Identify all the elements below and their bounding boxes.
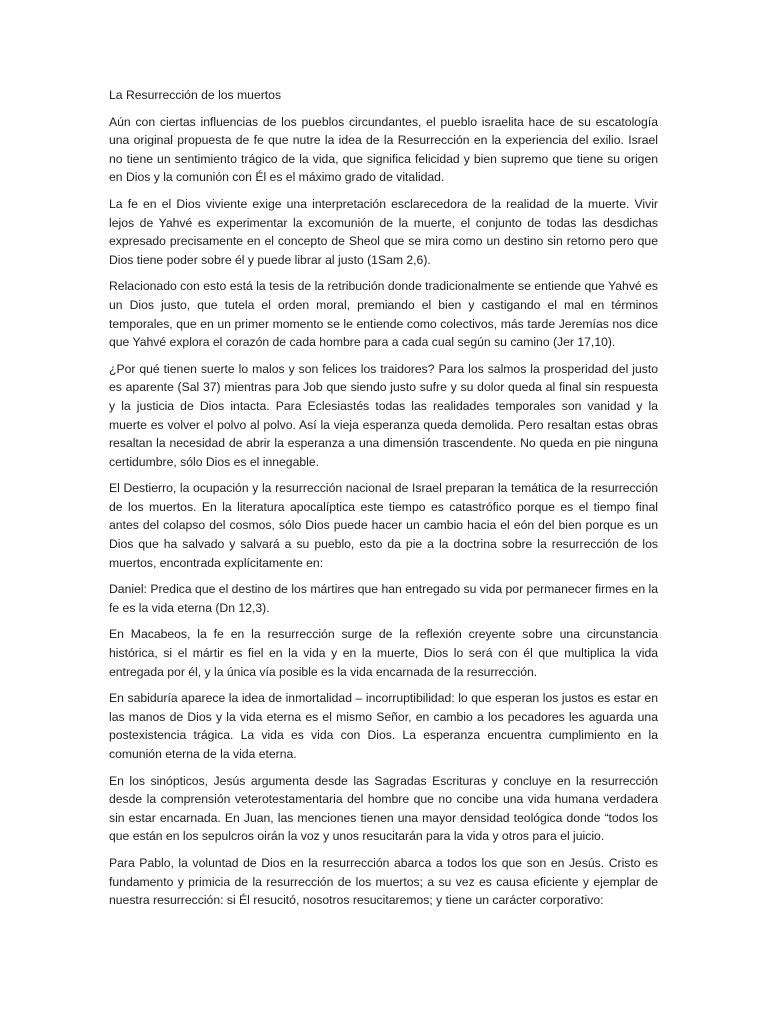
paragraph: Daniel: Predica que el destino de los mártires que han entregado su vida por permanecer firmes en la fe es la vida eterna (Dn 12,3). — [109, 582, 658, 615]
paragraph: ¿Por qué tienen suerte lo malos y son felices los traidores? Para los salmos la prosperidad del justo es aparente (Sal 37) mientras para Job que siendo justo sufre y su dolor queda al final sin respuesta y la justicia de Dios intacta. Para Eclesiastés todas las realidades temporales son vanidad y la muerte es volver el polvo al polvo. Así la vieja esperanza queda demolida. Pero resaltan estas obras resaltan la necesidad de abrir la esperanza a una dimensión trascendente. No queda en pie ninguna certidumbre, sólo Dios es el innegable. — [109, 361, 658, 469]
paragraph: La fe en el Dios viviente exige una interpretación esclarecedora de la realidad de la muerte. Vivir lejos de Yahvé es experimentar la excomunión de la muerte, el conjunto de todas las desdichas expresado precisamente en el concepto de Sheol que se mira como un destino sin retorno pero que Dios tiene poder sobre él y puede librar al justo (1Sam 2,6). — [109, 196, 658, 267]
paragraph: Para Pablo, la voluntad de Dios en la resurrección abarca a todos los que son en Jesús. Cristo es fundamento y primicia de la resurrección de los muertos; a su vez es causa eficiente y ejemplar de nuestra resurrección: si Él resucitó, nosotros resucitaremos; y tiene un carácter corporativo: — [109, 855, 658, 908]
paragraph: Relacionado con esto está la tesis de la retribución donde tradicionalmente se entiende que Yahvé es un Dios justo, que tutela el orden moral, premiando el bien y castigando el mal en términos temporales, que en un primer momento se le entiende como colectivos, más tarde Jeremías nos dice que Yahvé explora el corazón de cada hombre para a cada cual según su camino (Jer 17,10). — [109, 279, 658, 350]
paragraph: Aún con ciertas influencias de los pueblos circundantes, el pueblo israelita hace de su escatología una original propuesta de fe que nutre la idea de la Resurrección en la experiencia del exilio. Israel no tiene un sentimiento trágico de la vida, que significa felicidad y bien supremo que tiene su origen en Dios y la comunión con Él es el máximo grado de vitalidad. — [109, 114, 658, 185]
document-title: La Resurrección de los muertos — [109, 88, 282, 102]
paragraph: El Destierro, la ocupación y la resurrección nacional de Israel preparan la temática de la resurrección de los muertos. En la literatura apocalíptica este tiempo es catastrófico porque es el tiempo final antes del colapso del cosmos, sólo Dios puede hacer un cambio hacia el eón del bien porque es un Dios que ha salvado y salvará a su pueblo, esto da pie a la doctrina sobre la resurrección de los muertos, encontrada explícitamente en: — [109, 481, 658, 570]
paragraph: En los sinópticos, Jesús argumenta desde las Sagradas Escrituras y concluye en la resurrección desde la comprensión veterotestamentaria del hombre que no concibe una vida humana verdadera sin estar encarnada. En Juan, las menciones tienen una mayor densidad teológica donde “todos los que están en los sepulcros oirán la voz y unos resucitarán para la vida y otros para el juicio. — [109, 773, 658, 844]
paragraph: En sabiduría aparece la idea de inmortalidad – incorruptibilidad: lo que esperan los justos es estar en las manos de Dios y la vida eterna es el mismo Señor, en cambio a los pecadores les aguarda una postexistencia trágica. La vida es vida con Dios. La esperanza encuentra cumplimiento en la comunión eterna de la vida eterna. — [109, 691, 658, 761]
paragraph: En Macabeos, la fe en la resurrección surge de la reflexión creyente sobre una circunstancia histórica, si el mártir es fiel en la vida y en la muerte, Dios lo será con él que multiplica la vida entregada por él, y la única vía posible es la vida encarnada de la resurrección. — [109, 627, 658, 679]
document-body — [109, 86, 658, 918]
